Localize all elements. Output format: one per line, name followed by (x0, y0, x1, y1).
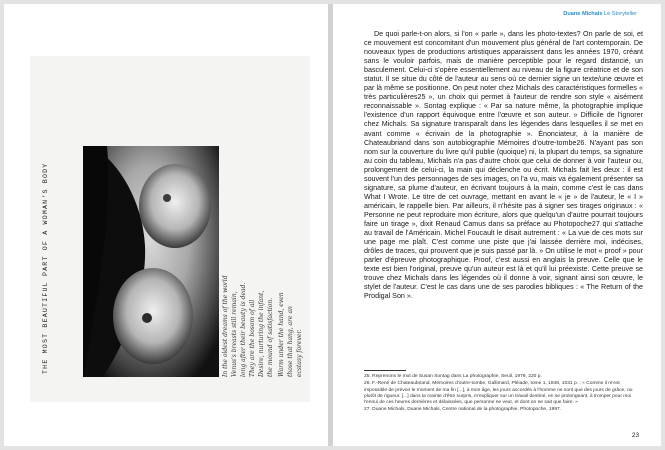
footnote: 26. F.-René de Chateaubriand, Mémoires d'outre-tombe, Gallimard, Pléiade, tome 1, 1848, 1031 p. : « Comme il m'est impossible de prévoir le moment de ma fin [...], à mon âge, les jours accordés à l'homme ne sont que des jours de grâce, ou plutôt de rigueur. [...] dans la crainte d'être surpris, m'expliquer sur un travail destiné, en se prolongeant, à tromper pour moi l'ennui de ces heures dernières et délaissées, que personne ne veut, et dont on ne sait que faire. » (364, 381, 633, 405)
photo-side-caption: THE MOST BEAUTIFUL PART OF A WOMAN'S BODY (42, 162, 49, 374)
running-head-author: Duane Michals (563, 11, 603, 17)
handwriting-line: those that hang, are an (287, 306, 294, 377)
body-text: De quoi parle-t-on alors, si l'on « parle », dans les photo-textes? On parle de soi, et ce mouvement est concomitant d'un mouvement plus général de l'art contemporain. De nouveaux types de productions artistiques apparaissent dans les années 1970, créant sans le vouloir parfois, mais de manière perceptible pour le regard distancié, un basculement. Celui-ci s'opère essentiellement au niveau de la figure créatrice et de son statut. Il se situe du côté de l'auteur au sens où ce dernier signe un texte/une œuvre et par là même se positionne. On peut noter chez Michals des caractéristiques formelles « très particulières25 », un choix qui permet à l'auteur de rendre son style « aisément reconnaissable ». Sontag explique : « Par sa nature même, la photographie implique l'existence d'un rapport équivoque entre l'œuvre et son auteur. » Difficile de l'ignorer chez Michals. Sa signature transparaît dans les légendes dans lesquelles il se met en avant comme « écrivain de la photographie ». Énonciateur, à la manière de Chateaubriand dans son autobiographie Mémoires d'outre-tombe26. N'ayant pas son nom sur la couverture du livre qu'il publie (quoique) ni, la plupart du temps, sa signature au coin du tableau, Michals n'a pas d'autre choix que celui de donner à voir l'auteur ou, prolongement de celui-ci, la main qui déclenche ou écrit. Michals fait les deux : il est souvent l'un des personnages de ses images, on l'a vu, mais va également présenter sa signature, sa plume d'auteur, en écrivant toujours à la main, comme c'est le cas dans What I Wrote. Le titre de cet ouvrage, mettant en avant le « je » de l'auteur, le « I » américain, le rappelle bien. Par ailleurs, il n'hésite pas à signer ses tirages originaux : « Personne ne peut reproduire mon écriture, alors que quelqu'un d'autre pourrait toujours faire un tirage », dixit Renaud Camus dans sa préface au Photopoche27 qui s'attache au travail de l'Américain. Michel Foucault le disait autrement : « La vue de ces mots sur une page me plaît. C'est comme une piste que j'ai laissée derrière moi, indécises, drôles de traces, qui prouvent que je suis passé par là. » On utilise le mot « proof » pour parler d'épreuve photographique. Proof, c'est aussi en anglais la preuve. Celle que le texte est bien l'original, preuve qu'un auteur est là et qu'il lui préexiste. Cette preuve se trouve chez Michals dans les légendes où il donne à voir, signant ainsi son œuvre, le stylet de l'auteur. C'est le cas dans une de ses parodies bibliques : « The Return of the Prodigal Son ». (364, 30, 643, 301)
page-number: 23 (631, 432, 639, 439)
running-head (563, 11, 637, 17)
photograph-image (83, 146, 219, 377)
handwriting-line: In the oldest dreams of the world (222, 275, 229, 377)
handwriting-line: long after their beauty is dead. (240, 282, 247, 377)
handwriting-line: the mound of satisfaction. (267, 297, 274, 377)
footnote-rule (364, 370, 406, 371)
handwritten-text (222, 146, 310, 377)
footnotes (364, 374, 643, 415)
handwriting-line: Warm under the hand, even (278, 292, 285, 377)
handwriting-line: Desire, nurturing the infant, (258, 290, 265, 377)
running-head-title: Le Storyteller (604, 11, 637, 17)
footnote: 27. Duane Michals, Duane Michals, Centre national de la photographie, Photopoche, 1997. (364, 407, 562, 413)
right-page (333, 4, 661, 446)
handwriting-line: They are the bosom of all (249, 299, 256, 377)
footnote: 25. Reprenons le mot de Susan Sontag dans La photographie, Seuil, 1979, 220 p. (364, 374, 542, 379)
nude-torso-photograph (83, 146, 219, 377)
left-page (4, 4, 328, 446)
handwriting-line: ecstasy forever. (296, 329, 303, 377)
handwriting-line: Venus's breasts still remain, (231, 291, 238, 377)
